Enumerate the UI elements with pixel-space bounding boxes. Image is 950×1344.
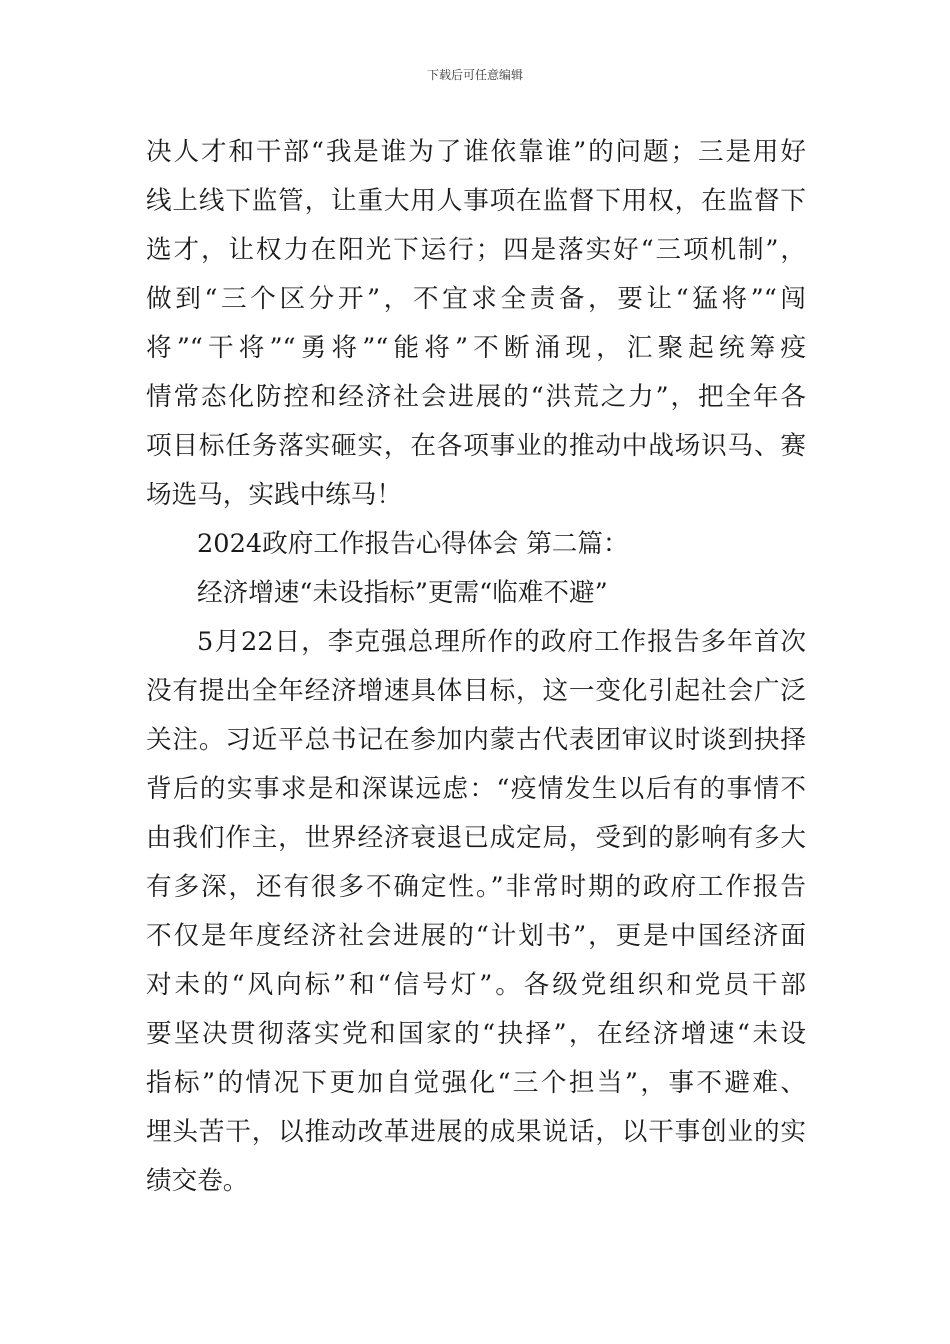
text-line: 背后的实事求是和深谋远虑：“疫情发生以后有的事情不: [146, 774, 806, 804]
text-line: 决人才和干部“我是谁为了谁依靠谁”的问题；三是用好: [146, 137, 806, 167]
text-line: 由我们作主，世界经济衰退已成定局，受到的影响有多大: [146, 823, 806, 853]
text-line: 选才，让权力在阳光下运行；四是落实好“三项机制”，: [146, 235, 806, 265]
text-line: 有多深，还有很多不确定性。”非常时期的政府工作报告: [146, 872, 806, 902]
text-line: 情常态化防控和经济社会进展的“洪荒之力”，把全年各: [146, 382, 806, 412]
text-line: 5月22日，李克强总理所作的政府工作报告多年首次: [197, 627, 806, 657]
paragraph-2: [146, 618, 806, 1206]
text-line: 2024政府工作报告心得体会 第二篇：: [197, 529, 629, 559]
text-line: 项目标任务落实砸实，在各项事业的推动中战场识马、赛: [146, 431, 806, 461]
section-subtitle: [146, 569, 806, 618]
text-line: 不仅是年度经济社会进展的“计划书”，更是中国经济面: [146, 921, 806, 951]
text-line: 要坚决贯彻落实党和国家的“抉择”，在经济增速“未设: [146, 1019, 806, 1049]
text-line: 埋头苦干，以推动改革进展的成果说话，以干事创业的实: [146, 1117, 806, 1147]
text-line: 没有提出全年经济增速具体目标，这一变化引起社会广泛: [146, 676, 806, 706]
text-line: 场选马，实践中练马！: [146, 480, 402, 510]
page-header-note: 下载后可任意编辑: [426, 68, 523, 82]
text-line: 经济增速“未设指标”更需“临难不避”: [197, 578, 608, 608]
text-line: 关注。习近平总书记在参加内蒙古代表团审议时谈到抉择: [146, 725, 806, 755]
text-line: 做到“三个区分开”，不宜求全责备，要让“猛将”“闯: [146, 284, 806, 314]
text-line: 绩交卷。: [146, 1166, 249, 1196]
section-heading: [146, 520, 806, 569]
text-line: 将”“干将”“勇将”“能将”不断涌现，汇聚起统筹疫: [146, 333, 806, 363]
text-line: 线上线下监管，让重大用人事项在监督下用权，在监督下: [146, 186, 806, 216]
text-line: 对未的“风向标”和“信号灯”。各级党组织和党员干部: [146, 970, 806, 1000]
paragraph-1: [146, 128, 806, 520]
text-line: 指标”的情况下更加自觉强化“三个担当”，事不避难、: [146, 1068, 806, 1098]
document-body: [146, 128, 806, 1206]
